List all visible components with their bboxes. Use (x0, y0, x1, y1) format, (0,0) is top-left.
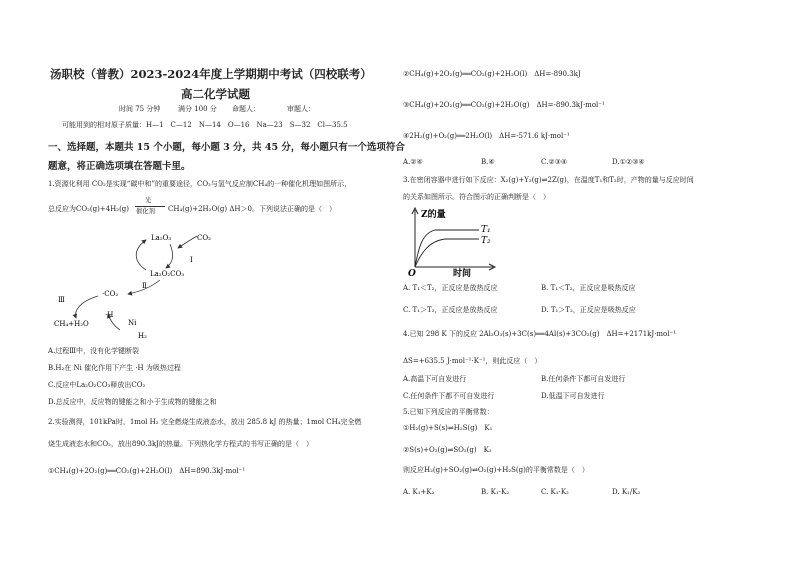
q5-stem-line2: 则反应H₂(g)+SO₂(g)⇌O₂(g)+H₂S(g)的平衡常数是（ ） (403, 466, 589, 474)
q1-option-b: B.H₂在 Ni 催化作用下产生 ·H 为吸热过程 (48, 364, 181, 372)
q2-equation-3: ③CH₄(g)+2O₂(g)══CO₂(g)+2H₂O(g) ΔH=-890.3kJ·mol⁻¹ (403, 101, 605, 109)
q1-condition-top: 光 (145, 197, 152, 204)
q3-y-label: Z的量 (421, 210, 446, 220)
q4-option-d: D.低温下可自发进行 (541, 392, 605, 400)
q4-option-c: C.任何条件下都不可自发进行 (403, 392, 495, 400)
q1-condition-bottom: 催化剂 (136, 208, 155, 215)
label-step3: Ⅲ (58, 296, 65, 304)
q3-stem-line2: 的关系如图所示。符合图示的正确判断是（ ） (403, 193, 550, 201)
exam-subtitle: 高二化学试题 (181, 87, 250, 101)
label-co2: CO₂ (197, 234, 211, 242)
q3-label-t1: T₁ (481, 225, 491, 235)
label-h2: H₂ (138, 332, 147, 340)
q3-graph (405, 205, 500, 277)
q2-equation-4: ④2H₂(g)+O₂(g)══2H₂O(l) ΔH=-571.6 kJ·mol⁻¹ (403, 132, 570, 140)
q2-option-b: B.④ (481, 158, 495, 166)
q2-stem-line2: 烧生成液态水和CO₂，放出890.3kJ的热量。下列热化学方程式的书写正确的是（ ） (48, 440, 313, 448)
q1-condition-arrow (135, 206, 165, 207)
q1-stem-line2b: CH₄(g)+2H₂O(g) ΔH＞0。下列说法正确的是（ ） (168, 205, 336, 213)
exam-time: 时间 75 分钟 (119, 105, 161, 113)
exam-reviewer: 审题人： (287, 105, 315, 113)
label-step1: Ⅰ (190, 256, 193, 264)
q3-option-d: D. T₁＞T₂，正反应是吸热反应 (541, 306, 636, 314)
label-la2o3: La₂O₃ (151, 234, 172, 242)
q4-stem-line1: 4.已知 298 K 下的反应 2Al₂O₃(s)+3C(s)══4Al(s)+3CO₂(g) ΔH=+2171kJ·mol⁻¹ (403, 330, 677, 338)
q4-stem-line2: ΔS=+635.5 J·mol⁻¹·K⁻¹，则此反应（ ） (403, 357, 542, 365)
q4-option-a: A.高温下可自发进行 (403, 375, 467, 383)
q1-stem-line2a: 总反应为CO₂(g)+4H₂(g) (48, 205, 130, 213)
exam-author: 命题人： (232, 105, 260, 113)
q3-curve-t1 (415, 230, 479, 267)
arrow-step3 (76, 296, 98, 318)
label-h-radical: ·H (105, 311, 114, 319)
q5-equation-1: ①H₂(g)+S(s)⇌H₂S(g) K₁ (403, 424, 493, 432)
q2-equation-2: ②CH₄(g)+2O₂(g)══CO₂(g)+2H₂O(l) ΔH=-890.3kJ (403, 70, 581, 78)
q1-stem-line1: 1.资源化利用 CO₂是实现“碳中和”的重要途径，CO₂与氢气反应制CH₄的一种催化机理如图所示， (48, 180, 352, 188)
exam-title: 汤职校（普教）2023-2024年度上学期期中考试（四校联考） (50, 67, 372, 81)
q5-stem-line1: 5.已知下列反应的平衡常数： (403, 408, 494, 416)
arrow-return-la2o3 (136, 240, 146, 270)
label-step2: Ⅱ (142, 282, 147, 290)
q3-curve-t2 (415, 239, 479, 267)
q3-option-a: A. T₁＜T₂，正反应是放热反应 (403, 284, 498, 292)
section-heading-line1: 一、选择题，本题共 15 个小题，每小题 3 分，共 45 分，每小题只有一个选项符合 (48, 142, 405, 153)
q5-option-c: C. K₁·K₂ (541, 488, 569, 496)
q3-x-label: 时间 (453, 269, 472, 277)
label-products: CH₄+H₂O (54, 320, 89, 328)
q4-option-b: B.任何条件下都可自发进行 (541, 375, 626, 383)
q3-option-c: C. T₁＞T₂，正反应是放热反应 (403, 306, 498, 314)
q2-option-d: D.①②③④ (612, 158, 645, 166)
section-heading-line2: 题意，将正确选项填在答题卡里。 (48, 161, 191, 172)
q5-option-d: D. K₁/K₂ (612, 488, 641, 496)
arrow-step1 (166, 244, 173, 268)
q2-equation-1: ①CH₄(g)+2O₂(g)══CO₂(g)+2H₂O(l) ΔH=890.3kJ·mol⁻¹ (48, 467, 246, 475)
q1-option-a: A.过程Ⅲ中，没有化学键断裂 (48, 347, 140, 355)
q1-option-d: D.总反应中，反应物的键能之和小于生成物的键能之和 (48, 398, 217, 406)
label-ni: Ni (128, 319, 137, 327)
q1-option-c: C.反应中La₂O₂CO₃释放出CO₂ (48, 381, 146, 389)
q2-stem-line1: 2.实验测得，101kPa时，1mol H₂ 完全燃烧生成液态水，放出 285.8 kJ 的热量；1mol CH₄完全燃 (48, 418, 362, 426)
label-co2-radical: ·CO₂ (102, 290, 119, 298)
atomic-masses: 可能用到的相对原子质量：H—1 C—12 N—14 O—16 Na—23 S—32 Cl—35.5 (62, 121, 348, 129)
q3-label-t2: T₂ (481, 236, 491, 246)
arrow-co2-in (178, 236, 197, 248)
label-la2o2co3: La₂O₂CO₃ (150, 270, 185, 278)
q2-option-c: C.②③④ (541, 158, 568, 166)
q3-origin: O (408, 269, 416, 277)
q1-mechanism-diagram (50, 222, 220, 340)
q3-option-b: B. T₁＜T₂，正反应是吸热反应 (541, 284, 636, 292)
q5-option-b: B. K₁-K₂ (481, 488, 510, 496)
q2-option-a: A.②④ (403, 158, 423, 166)
q5-equation-2: ②S(s)+O₂(g)⇌SO₂(g) K₂ (403, 446, 492, 454)
q3-stem-line1: 3.在密闭容器中进行如下反应：X₂(g)+Y₂(g)⇌2Z(g)，在温度T₁和T₂时，产物的量与反应时间 (403, 176, 694, 184)
q5-option-a: A. K₁+K₂ (403, 488, 435, 496)
exam-score: 满分 100 分 (178, 105, 217, 113)
